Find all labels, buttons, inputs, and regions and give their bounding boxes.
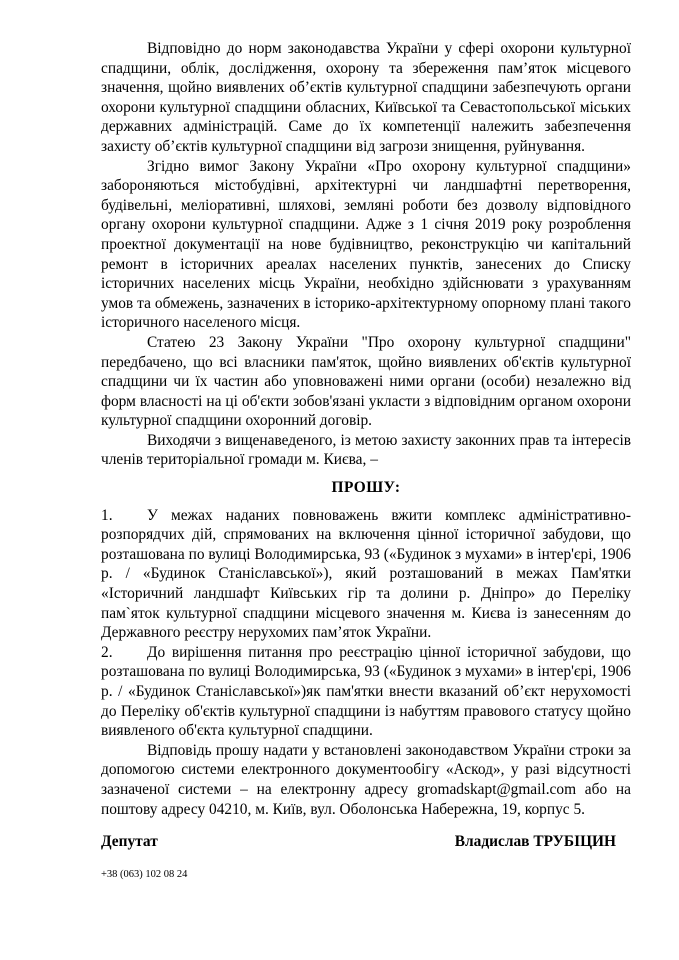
item-number: 2. (101, 643, 113, 661)
item-number: 1. (101, 506, 113, 524)
paragraph-article-23: Статею 23 Закону України "Про охорону культурної спадщини" передбачено, що всі власники пам'яток, щойно виявлених об'єктів культурної спадщини чи їх частин або уповноважені ними органи (особи) незалежно від форм власності на ці об'єкти зобов'язані укласти з відповідним органом охорони культурної спадщини охоронний договір. (101, 333, 631, 430)
paragraph-law-requirements: Згідно вимог Закону України «Про охорону культурної спадщини» забороняються містобудівні, архітектурні чи ландшафтні перетворення, будівельні, меліоративні, шляхові, земляні роботи без дозволу відповідного органу охорони культурної спадщини. Адже з 1 січня 2019 року розроблення проектної документації на нове будівництво, реконструкцію чи капітальний ремонт в історичних ареалах населених пунктів, занесених до Списку історичних населених місць України, необхідно здійснювати з урахуванням умов та обмежень, зазначених в історико-архітектурному опорному плані такого історичного населеного місця. (101, 157, 631, 332)
paragraph-closing: Відповідь прошу надати у встановлені законодавством України строки за допомогою системи електронного документообігу «Аскод», у разі відсутності зазначеної системи – на електронну адресу gromadskapt@gmail.com або на поштову адресу 04210, м. Київ, вул. Оболонська Набережна, 19, корпус 5. (101, 741, 631, 818)
item-text: До вирішення питання про реєстрацію цінної історичної забудови, що розташована по вулиці Володимирська, 93 («Будинок з мухами» в інтер'єрі, 1906 р. / «Будинок Станіславської»)як пам'ятки внести вказаний об’єкт нерухомості до Переліку об'єктів культурної спадщини із набуттям правового статусу щойно виявленого об'єкта культурної спадщини. (101, 643, 631, 740)
item-text: У межах наданих повноважень вжити комплекс адміністративно-розпорядчих дій, спрямованих на включення цінної історичної забудови, що розташована по вулиці Володимирська, 93 («Будинок з мухами» в інтер'єрі, 1906 р. / «Будинок Станіславської»), який розташований в межах Пам'ятки «Історичний ландшафт Київських гір та долини р. Дніпро» до Переліку пам`яток культурної спадщини місцевого значення м. Києва із занесенням до Державного реєстру нерухомих пам’яток України. (101, 506, 631, 642)
request-title: ПРОШУ: (331, 479, 401, 497)
signature-role: Депутат (101, 833, 158, 850)
paragraph-conclusion: Виходячи з вищенаведеного, із метою захисту законних прав та інтересів членів територіальної громади м. Києва, – (101, 431, 631, 469)
request-item-1 (101, 506, 631, 643)
contact-phone: +38 (063) 102 08 24 (101, 869, 188, 880)
signature-name: Владислав ТРУБІЦИН (454, 833, 616, 850)
signature-line (101, 833, 616, 851)
paragraph-legal-basis: Відповідно до норм законодавства України у сфері охорони культурної спадщини, облік, дослідження, охорону та збереження пам’яток місцевого значення, щойно виявлених об’єктів культурної спадщини забезпечують органи охорони культурної спадщини обласних, Київської та Севастопольської міських державних адміністрацій. Саме до їх компетенції належить забезпечення захисту об’єктів культурної спадщини від загрози знищення, руйнування. (101, 40, 631, 155)
request-item-2 (101, 643, 631, 741)
letter-body (101, 39, 631, 819)
